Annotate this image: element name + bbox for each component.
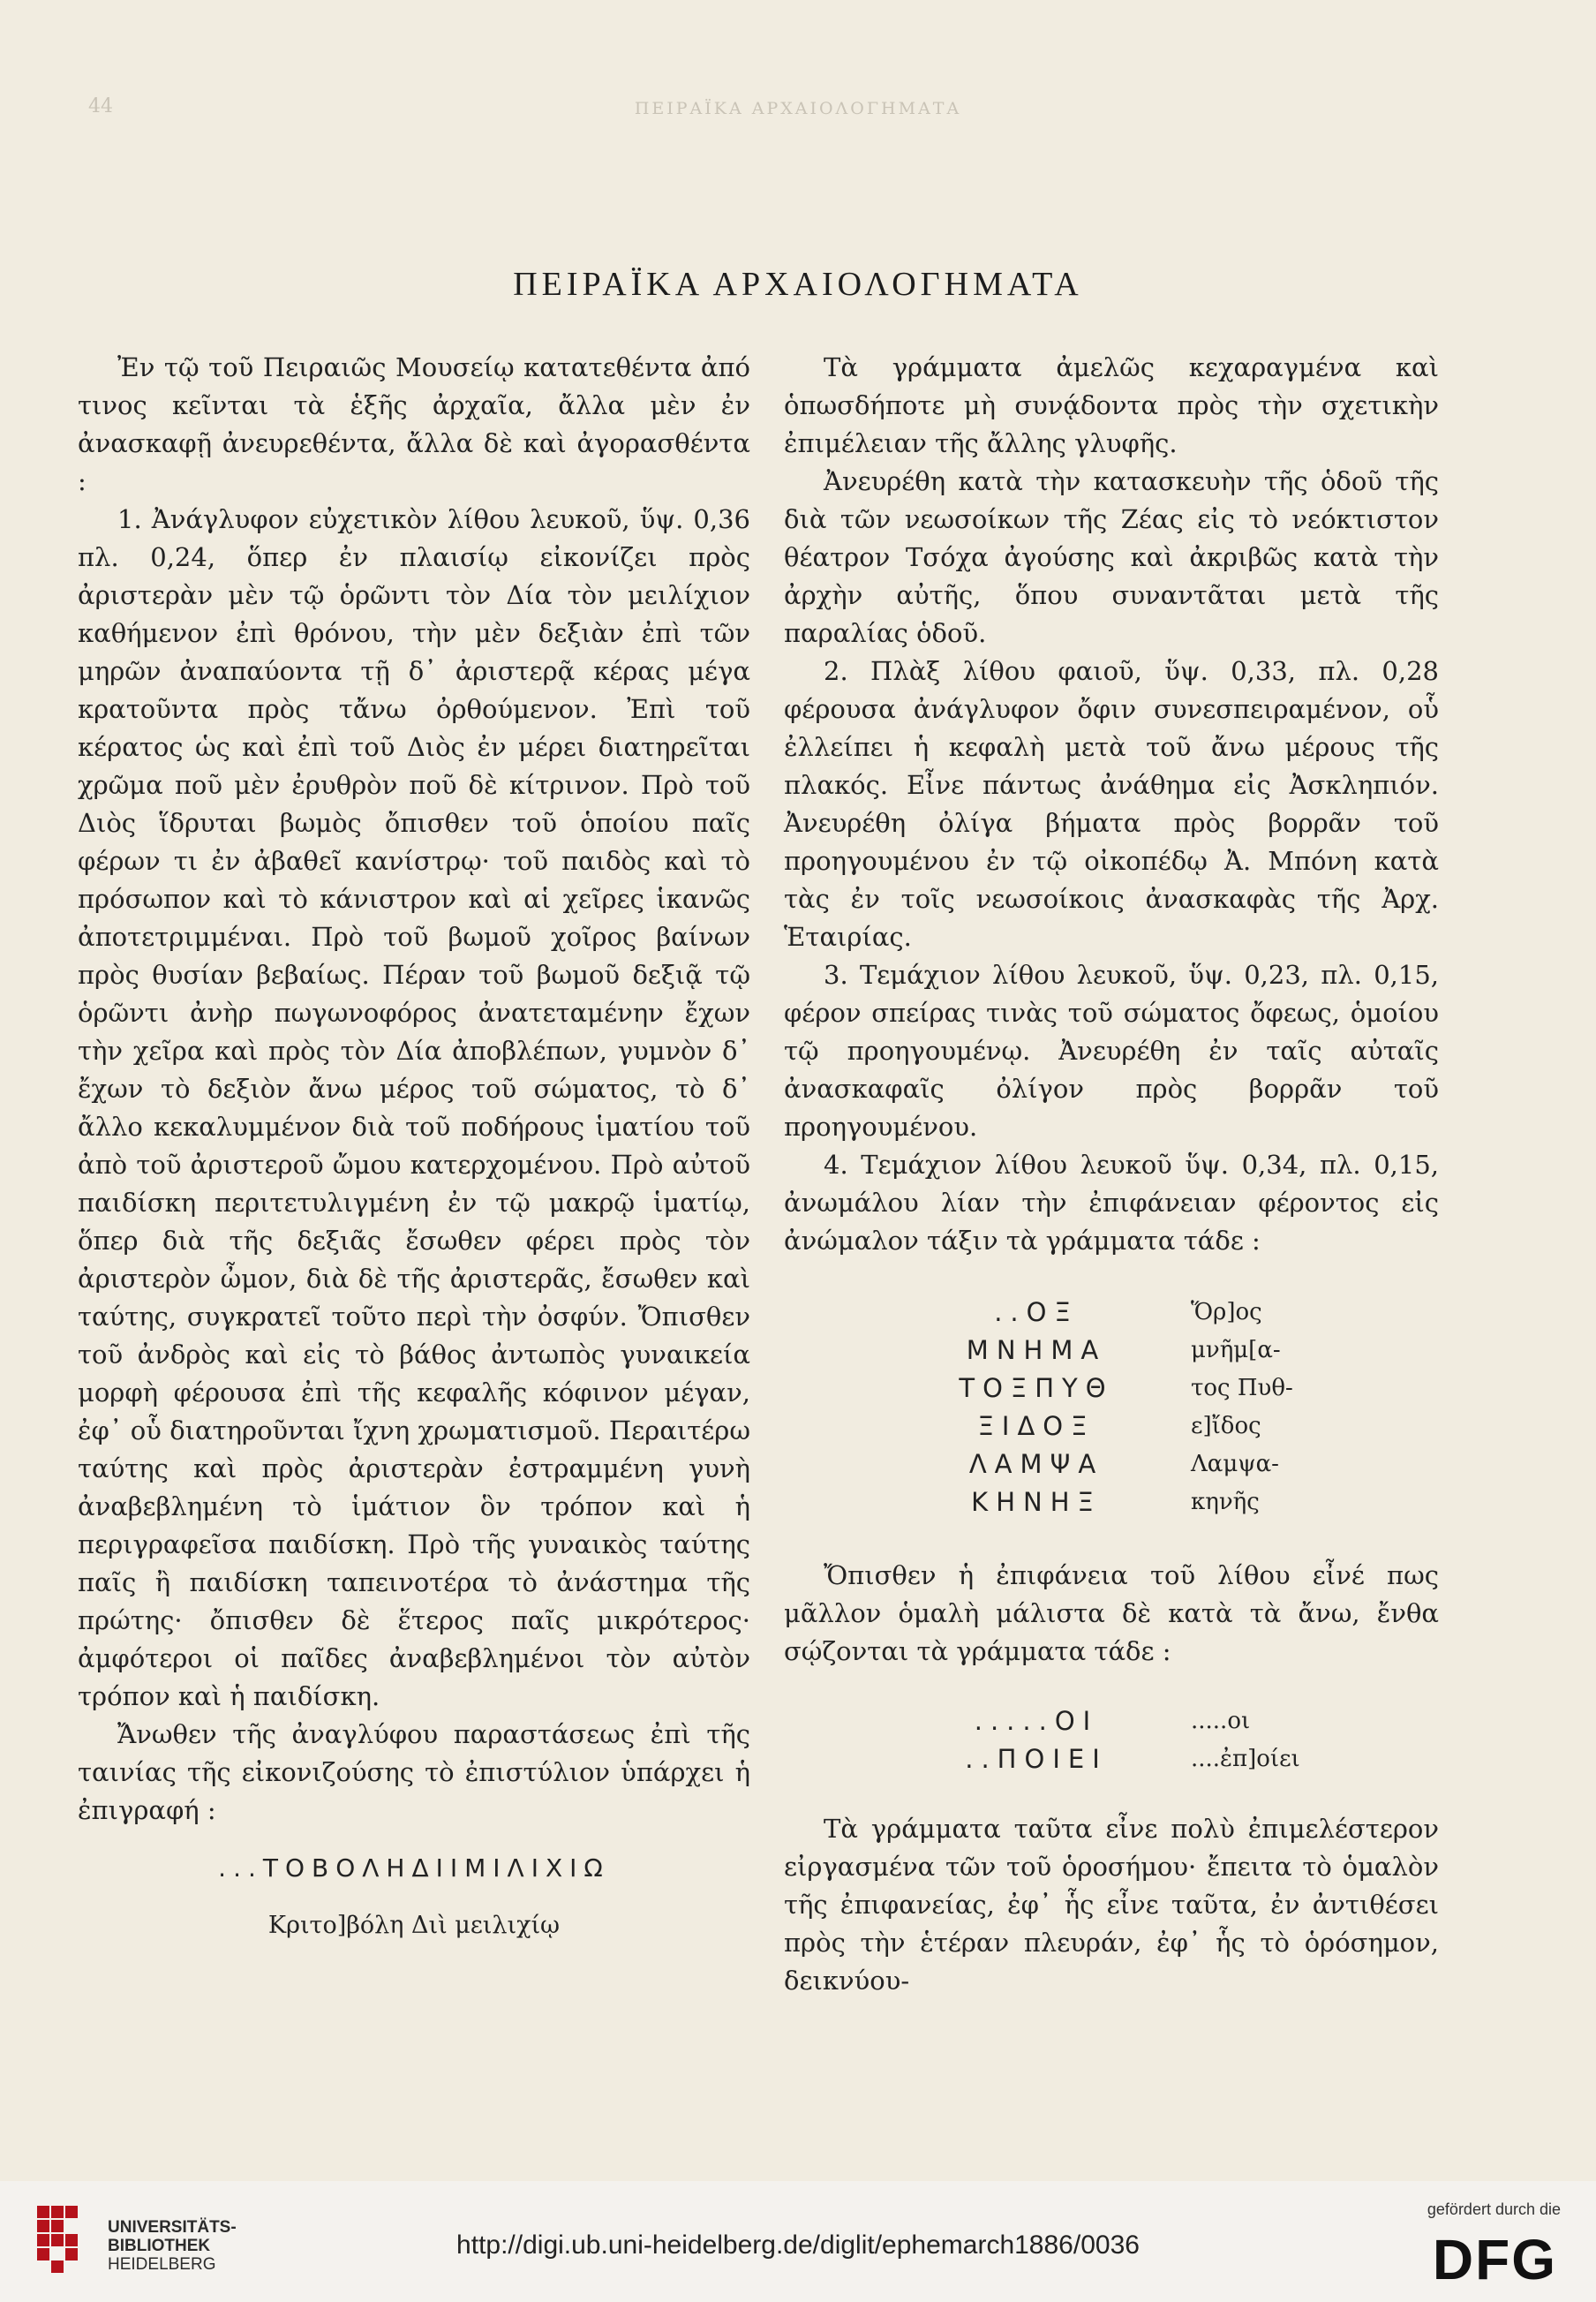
article-title: ΠΕΙΡΑΪΚΑ ΑΡΧΑΙΟΛΟΓΗΜΑΤΑ xyxy=(513,266,1083,303)
inscription-reading: τος Πυθ- xyxy=(1191,1375,1293,1401)
inscription-line: .....ΟΙ xyxy=(974,1706,1099,1736)
inscription-line: ΞΙΔΟΞ xyxy=(977,1411,1095,1441)
inscription-line: ..ΠΟΙΕΙ xyxy=(965,1744,1108,1774)
inscription-reading: Λαμψα- xyxy=(1191,1451,1279,1477)
running-page-number: 44 xyxy=(88,95,113,117)
inscription-table-1 xyxy=(784,1294,1439,1521)
inscription-line: ΜΝΗΜΑ xyxy=(966,1335,1107,1365)
inscription-reading: μνῆμ[α- xyxy=(1191,1337,1281,1363)
item-4-paragraph: 4. Τεμάχιον λίθου λευκοῦ ὕψ. 0,34, πλ. 0,15, ἀνωμάλου λίαν τὴν ἐπιφάνειαν φέροντος εἰς ἀνώμαλον τάξιν τὰ γράμματα τάδε : xyxy=(784,1150,1439,1256)
library-name: UNIVERSITÄTS- BIBLIOTHEK HEIDELBERG xyxy=(108,2218,237,2274)
findspot-paragraph: Ἀνευρέθη κατὰ τὴν κατασκευὴν τῆς ὁδοῦ τῆς διὰ τῶν νεωσοίκων τῆς Ζέας εἰς τὸ νεόκτιστον θέατρον Τσόχα ἀγούσης καὶ ἀκριβῶς κατὰ τὴν ἀρχὴν αὐτῆς, ὅπου συναντᾶται μετὰ τῆς παραλίας ὁδοῦ. xyxy=(784,466,1439,648)
right-column xyxy=(784,349,1439,2000)
reverse-side-paragraph: Ὄπισθεν ἡ ἐπιφάνεια τοῦ λίθου εἶνέ πως μᾶλλον ὁμαλὴ μάλιστα δὲ κατὰ τὰ ἄνω, ἔνθα σῴζονται τὰ γράμματα τάδε : xyxy=(784,1560,1439,1666)
inscription-line: ΚΗΝΗΞ xyxy=(971,1487,1102,1517)
inscription-reading: ....ἐπ]οίει xyxy=(1191,1746,1300,1772)
item-3-paragraph: 3. Τεμάχιον λίθου λευκοῦ, ὕψ. 0,23, πλ. 0,15, φέρον σπείρας τινὰς τοῦ σώματος ὄφεως, ὁμοίου τῷ προηγουμένῳ. Ἀνευρέθη ἐν ταῖς αὐταῖς ἀνασκαφαῖς ὀλίγον πρὸς βορρᾶν τοῦ προηγουμένου. xyxy=(784,960,1439,1142)
footer-bar xyxy=(0,2181,1596,2302)
left-column xyxy=(78,349,750,1944)
intro-paragraph: Ἐν τῷ τοῦ Πειραιῶς Μουσείῳ κατατεθέντα ἀπό τινος κεῖνται τὰ ἑξῆς ἀρχαῖα, ἄλλα μὲν ἐν ἀνασκαφῇ ἀνευρεθέντα, ἄλλα δὲ καὶ ἀγορασθέντα : xyxy=(78,352,750,496)
funding-caption: gefördert durch die xyxy=(1427,2200,1561,2218)
item-2-paragraph: 2. Πλὰξ λίθου φαιοῦ, ὕψ. 0,33, πλ. 0,28 φέρουσα ἀνάγλυφον ὄφιν συνεσπειραμένον, οὗ ἐλλείπει ἡ κεφαλὴ μετὰ τοῦ ἄνω μέρους τῆς πλακός. Εἶνε πάντως ἀνάθημα εἰς Ἀσκληπιόν. Ἀνευρέθη ὀλίγα βήματα πρὸς βορρᾶν τοῦ προηγουμένου ἐν τῷ οἰκοπέδῳ Ἀ. Μπόνη κατὰ τὰς ἐν τοῖς νεωσοίκοις ἀνασκαφὰς τῆς Ἀρχ. Ἑταιρίας. xyxy=(784,656,1439,952)
inscription-reading: ε]ἴδος xyxy=(1191,1413,1261,1439)
closing-paragraph: Τὰ γράμματα ταῦτα εἶνε πολὺ ἐπιμελέστερον εἰργασμένα τῶν τοῦ ὁροσήμου· ἔπειτα τὸ ὁμαλὸν τῆς ἐπιφανείας, ἐφ᾽ ἧς εἶνε ταῦτα, ἐν ἀντιθέσει πρὸς τὴν ἑτέραν πλευράν, ἐφ᾽ ἧς τὸ ὁρόσημον, δεικνύου- xyxy=(784,1814,1439,1996)
permalink-url[interactable]: http://digi.ub.uni-heidelberg.de/diglit/ephemarch1886/0036 xyxy=(456,2230,1140,2260)
inscription-greek: ...ΤΟΒΟΛΗΔΙΙΜΙΛΙΧΙΩ xyxy=(218,1853,610,1883)
inscription-intro-paragraph: Ἄνωθεν τῆς ἀναγλύφου παραστάσεως ἐπὶ τῆς ταινίας τῆς εἰκονιζούσης τὸ ἐπιστύλιον ὑπάρχει ἡ ἐπιγραφή : xyxy=(78,1719,750,1825)
inscription-reading: κηνῆς xyxy=(1191,1489,1260,1515)
inscription-table-2 xyxy=(784,1702,1439,1778)
inscription-reading: Ὅρ]ος xyxy=(1191,1299,1262,1325)
item-1-paragraph: 1. Ἀνάγλυφον εὐχετικὸν λίθου λευκοῦ, ὕψ. 0,36 πλ. 0,24, ὅπερ ἐν πλαισίῳ εἰκονίζει πρὸς ἀριστερὰν μὲν τῷ ὁρῶντι τὸν Δία τὸν μειλίχιον καθήμενον ἐπὶ θρόνου, τὴν μὲν δεξιὰν ἐπὶ τῶν μηρῶν ἀναπαύοντα τῇ δ᾽ ἀριστερᾷ κέρας μέγα κρατοῦντα πρὸς τἄνω ὀρθούμενον. Ἐπὶ τοῦ κέρατος ὡς καὶ ἐπὶ τοῦ Διὸς ἐν μέρει διατηρεῖται χρῶμα ποῦ μὲν ἐρυθρὸν ποῦ δὲ κίτρινον. Πρὸ τοῦ Διὸς ἵδρυται βωμὸς ὄπισθεν τοῦ ὁποίου παῖς φέρων τι ἐν ἀβαθεῖ κανίστρῳ· τοῦ παιδὸς καὶ τὸ πρόσωπον καὶ τὸ κάνιστρον καὶ αἱ χεῖρες ἱκανῶς ἀποτετριμμέναι. Πρὸ τοῦ βωμοῦ χοῖρος βαίνων πρὸς θυσίαν βεβαίως. Πέραν τοῦ βωμοῦ δεξιᾷ τῷ ὁρῶντι ἀνὴρ πωγωνοφόρος ἀνατεταμένην ἔχων τὴν χεῖρα καὶ πρὸς τὸν Δία ἀποβλέπων, γυμνὸν δ᾽ ἔχων τὸ δεξιὸν ἄνω μέρος τοῦ σώματος, τὸ δ᾽ ἄλλο κεκαλυμμένον διὰ τοῦ ποδήρους ἱματίου τοῦ ἀπὸ τοῦ ἀριστεροῦ ὤμου κατερχομένου. Πρὸ αὐτοῦ παιδίσκη περιτετυλιγμένη ἐν τῷ μακρῷ ἱματίῳ, ὅπερ διὰ τῆς δεξιᾶς ἔσωθεν φέρει πρὸς τὸν ἀριστερὸν ὦμον, διὰ δὲ τῆς ἀριστερᾶς, ἔσωθεν καὶ ταύτης, συγκρατεῖ τοῦτο περὶ τὴν ὀσφύν. Ὄπισθεν τοῦ ἀνδρὸς καὶ εἰς τὸ βάθος ἀντωπὸς γυναικεία μορφὴ φέρουσα ἐπὶ τῆς κεφαλῆς κόφινον μέγαν, ἐφ᾽ οὗ διατηροῦνται ἴχνη χρωματισμοῦ. Περαιτέρω ταύτης καὶ πρὸς ἀριστερὰν ἐστραμμένη γυνὴ ἀναβεβλημένη τὸ ἱμάτιον ὃν τρόπον καὶ ἡ περιγραφεῖσα παιδίσκη. Πρὸ τῆς γυναικὸς ταύτης παῖς ἢ παιδίσκη ταπεινοτέρα τὸ ἀνάστημα τῆς πρώτης· ὄπισθεν δὲ ἕτερος παῖς μικρότερος· ἀμφότεροι οἱ παῖδες ἀναβεβλημένοι τὸν αὐτὸν τρόπον καὶ ἡ παιδίσκη. xyxy=(78,504,750,1711)
running-header: ΠΕΙΡΑΪΚΑ ΑΡΧΑΙΟΛΟΓΗΜΑΤΑ xyxy=(634,99,962,118)
inscription-transcription: Κριτο]βόλη Διὶ μειλιχίῳ xyxy=(267,1912,561,1939)
inscription-line: ΤΟΞΠΥΘ xyxy=(959,1373,1114,1403)
inscription-line: ..ΟΞ xyxy=(994,1297,1079,1327)
inscription-reading: .....οι xyxy=(1191,1708,1251,1734)
inscription-line: ΛΑΜΨΑ xyxy=(968,1449,1104,1479)
dfg-logo: DFG xyxy=(1432,2228,1557,2291)
letters-note-paragraph: Τὰ γράμματα ἀμελῶς κεχαραγμένα καὶ ὁπωσδήποτε μὴ συνᾴδοντα πρὸς τὴν σχετικὴν ἐπιμέλειαν τῆς ἄλλης γλυφῆς. xyxy=(784,352,1439,458)
